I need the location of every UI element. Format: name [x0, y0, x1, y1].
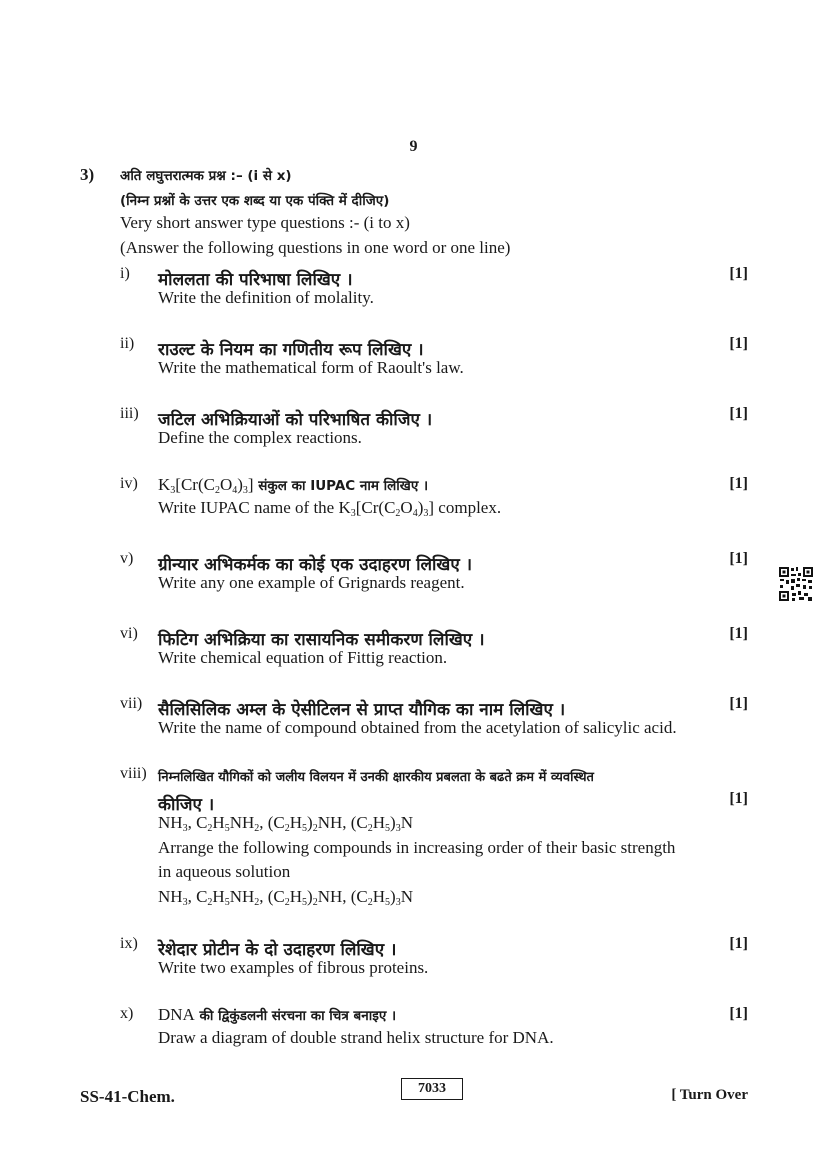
item-numeral: v) — [120, 550, 134, 567]
item-numeral: ix) — [120, 935, 138, 952]
item-text-english: Write the definition of molality. — [158, 288, 374, 307]
question-item-iii — [120, 405, 748, 455]
item-marks: [1] — [729, 935, 748, 952]
item-text-hindi-continued: कीजिए । — [158, 795, 215, 815]
item-text-hindi-prefix: DNA — [158, 1005, 195, 1024]
question-heading-english: Very short answer type questions :- (i to x) — [120, 213, 410, 232]
question-item-iv — [120, 475, 748, 525]
item-text-english-continued: in aqueous solution — [158, 862, 291, 881]
item-marks: [1] — [729, 1005, 748, 1022]
item-marks: [1] — [729, 695, 748, 712]
item-text-hindi: राउल्ट के नियम का गणितीय रूप लिखिए । — [158, 340, 424, 360]
item-numeral: ii) — [120, 335, 135, 352]
item-text-hindi: फिटिग अभिक्रिया का रासायनिक समीकरण लिखिए । — [158, 630, 485, 650]
question-instruction-english: (Answer the following questions in one word or one line) — [120, 238, 511, 257]
question-number: 3) — [80, 165, 95, 184]
question-item-x — [120, 1005, 748, 1055]
item-text-english: Write IUPAC name of the $K_3[Cr(C_2O_4)_3]$ complex. — [158, 498, 502, 519]
item-text-hindi-suffix: संकुल का IUPAC नाम लिखिए । — [253, 478, 429, 494]
item-text-hindi-rest: की द्विकुंडलनी संरचना का चित्र बनाइए । — [194, 1008, 397, 1024]
item-text-english: Draw a diagram of double strand helix structure for DNA. — [158, 1028, 554, 1047]
item-marks: [1] — [729, 475, 748, 492]
item-text-english-prefix: Write IUPAC name of the — [158, 498, 339, 517]
item-marks: [1] — [729, 625, 748, 642]
item-numeral: iv) — [120, 475, 138, 492]
item-numeral: viii) — [120, 765, 147, 782]
item-text-english: Write any one example of Grignards reagent. — [158, 573, 465, 592]
item-text-hindi: सैलिसिलिक अम्ल के ऐसीटिलन से प्राप्त यौगिक का नाम लिखिए । — [158, 700, 566, 720]
question-heading-hindi: अति लघुत्तरात्मक प्रश्न :– (i से x) — [120, 168, 292, 184]
item-text-hindi: रेशेदार प्रोटीन के दो उदाहरण लिखिए । — [158, 940, 397, 960]
item-numeral: iii) — [120, 405, 139, 422]
page-number: 9 — [409, 138, 418, 155]
footer-paper-code: SS-41-Chem. — [80, 1087, 175, 1106]
item-text-hindi: ग्रीन्यार अभिकर्मक का कोई एक उदाहरण लिखिए । — [158, 555, 473, 575]
question-instruction-hindi: (निम्न प्रश्नों के उत्तर एक शब्द या एक पंक्ति में दीजिए) — [120, 193, 390, 209]
item-text-hindi: $K_3[Cr(C_2O_4)_3]$ संकुल का IUPAC नाम लिखिए । — [158, 475, 429, 496]
item-text-hindi: जटिल अभिक्रियाओं को परिभाषित कीजिए । — [158, 410, 433, 430]
footer-turn-over: [ Turn Over — [671, 1087, 748, 1103]
item-marks: [1] — [729, 335, 748, 352]
item-numeral: vii) — [120, 695, 143, 712]
question-item-ii — [120, 335, 748, 385]
item-text-english: Write chemical equation of Fittig reaction. — [158, 648, 448, 667]
compound-list-english: $NH_3$, $C_2H_5NH_2$, $(C_2H_5)_2NH$, $(C_2H_5)_3N$ — [158, 887, 413, 908]
compound-list-hindi: $NH_3$, $C_2H_5NH_2$, $(C_2H_5)_2NH$, $(C_2H_5)_3N$ — [158, 813, 413, 834]
item-text-english: Write two examples of fibrous proteins. — [158, 958, 429, 977]
question-item-i — [120, 265, 748, 315]
question-item-viii — [120, 765, 748, 915]
item-marks: [1] — [729, 790, 748, 807]
question-item-vi — [120, 625, 748, 675]
item-text-english: Write the name of compound obtained from the acetylation of salicylic acid. — [158, 718, 677, 737]
qr-code-icon — [778, 566, 814, 602]
item-marks: [1] — [729, 550, 748, 567]
item-text-english: Define the complex reactions. — [158, 428, 362, 447]
item-text-hindi: निम्नलिखित यौगिकों को जलीय विलयन में उनकी क्षारकीय प्रबलता के बढते क्रम में व्यवस्थित — [158, 770, 594, 785]
item-text-hindi: मोललता की परिभाषा लिखिए । — [158, 270, 353, 290]
item-numeral: i) — [120, 265, 130, 282]
item-text-english-suffix: complex. — [434, 498, 502, 517]
question-item-ix — [120, 935, 748, 985]
question-item-v — [120, 550, 748, 600]
item-text-english: Arrange the following compounds in increasing order of their basic strength — [158, 838, 676, 857]
item-numeral: x) — [120, 1005, 134, 1022]
item-marks: [1] — [729, 265, 748, 282]
footer-page-code-box: 7033 — [401, 1078, 463, 1100]
item-marks: [1] — [729, 405, 748, 422]
question-item-vii — [120, 695, 748, 745]
item-text-english: Write the mathematical form of Raoult's law. — [158, 358, 464, 377]
item-text-hindi — [158, 1005, 748, 1025]
item-numeral: vi) — [120, 625, 138, 642]
